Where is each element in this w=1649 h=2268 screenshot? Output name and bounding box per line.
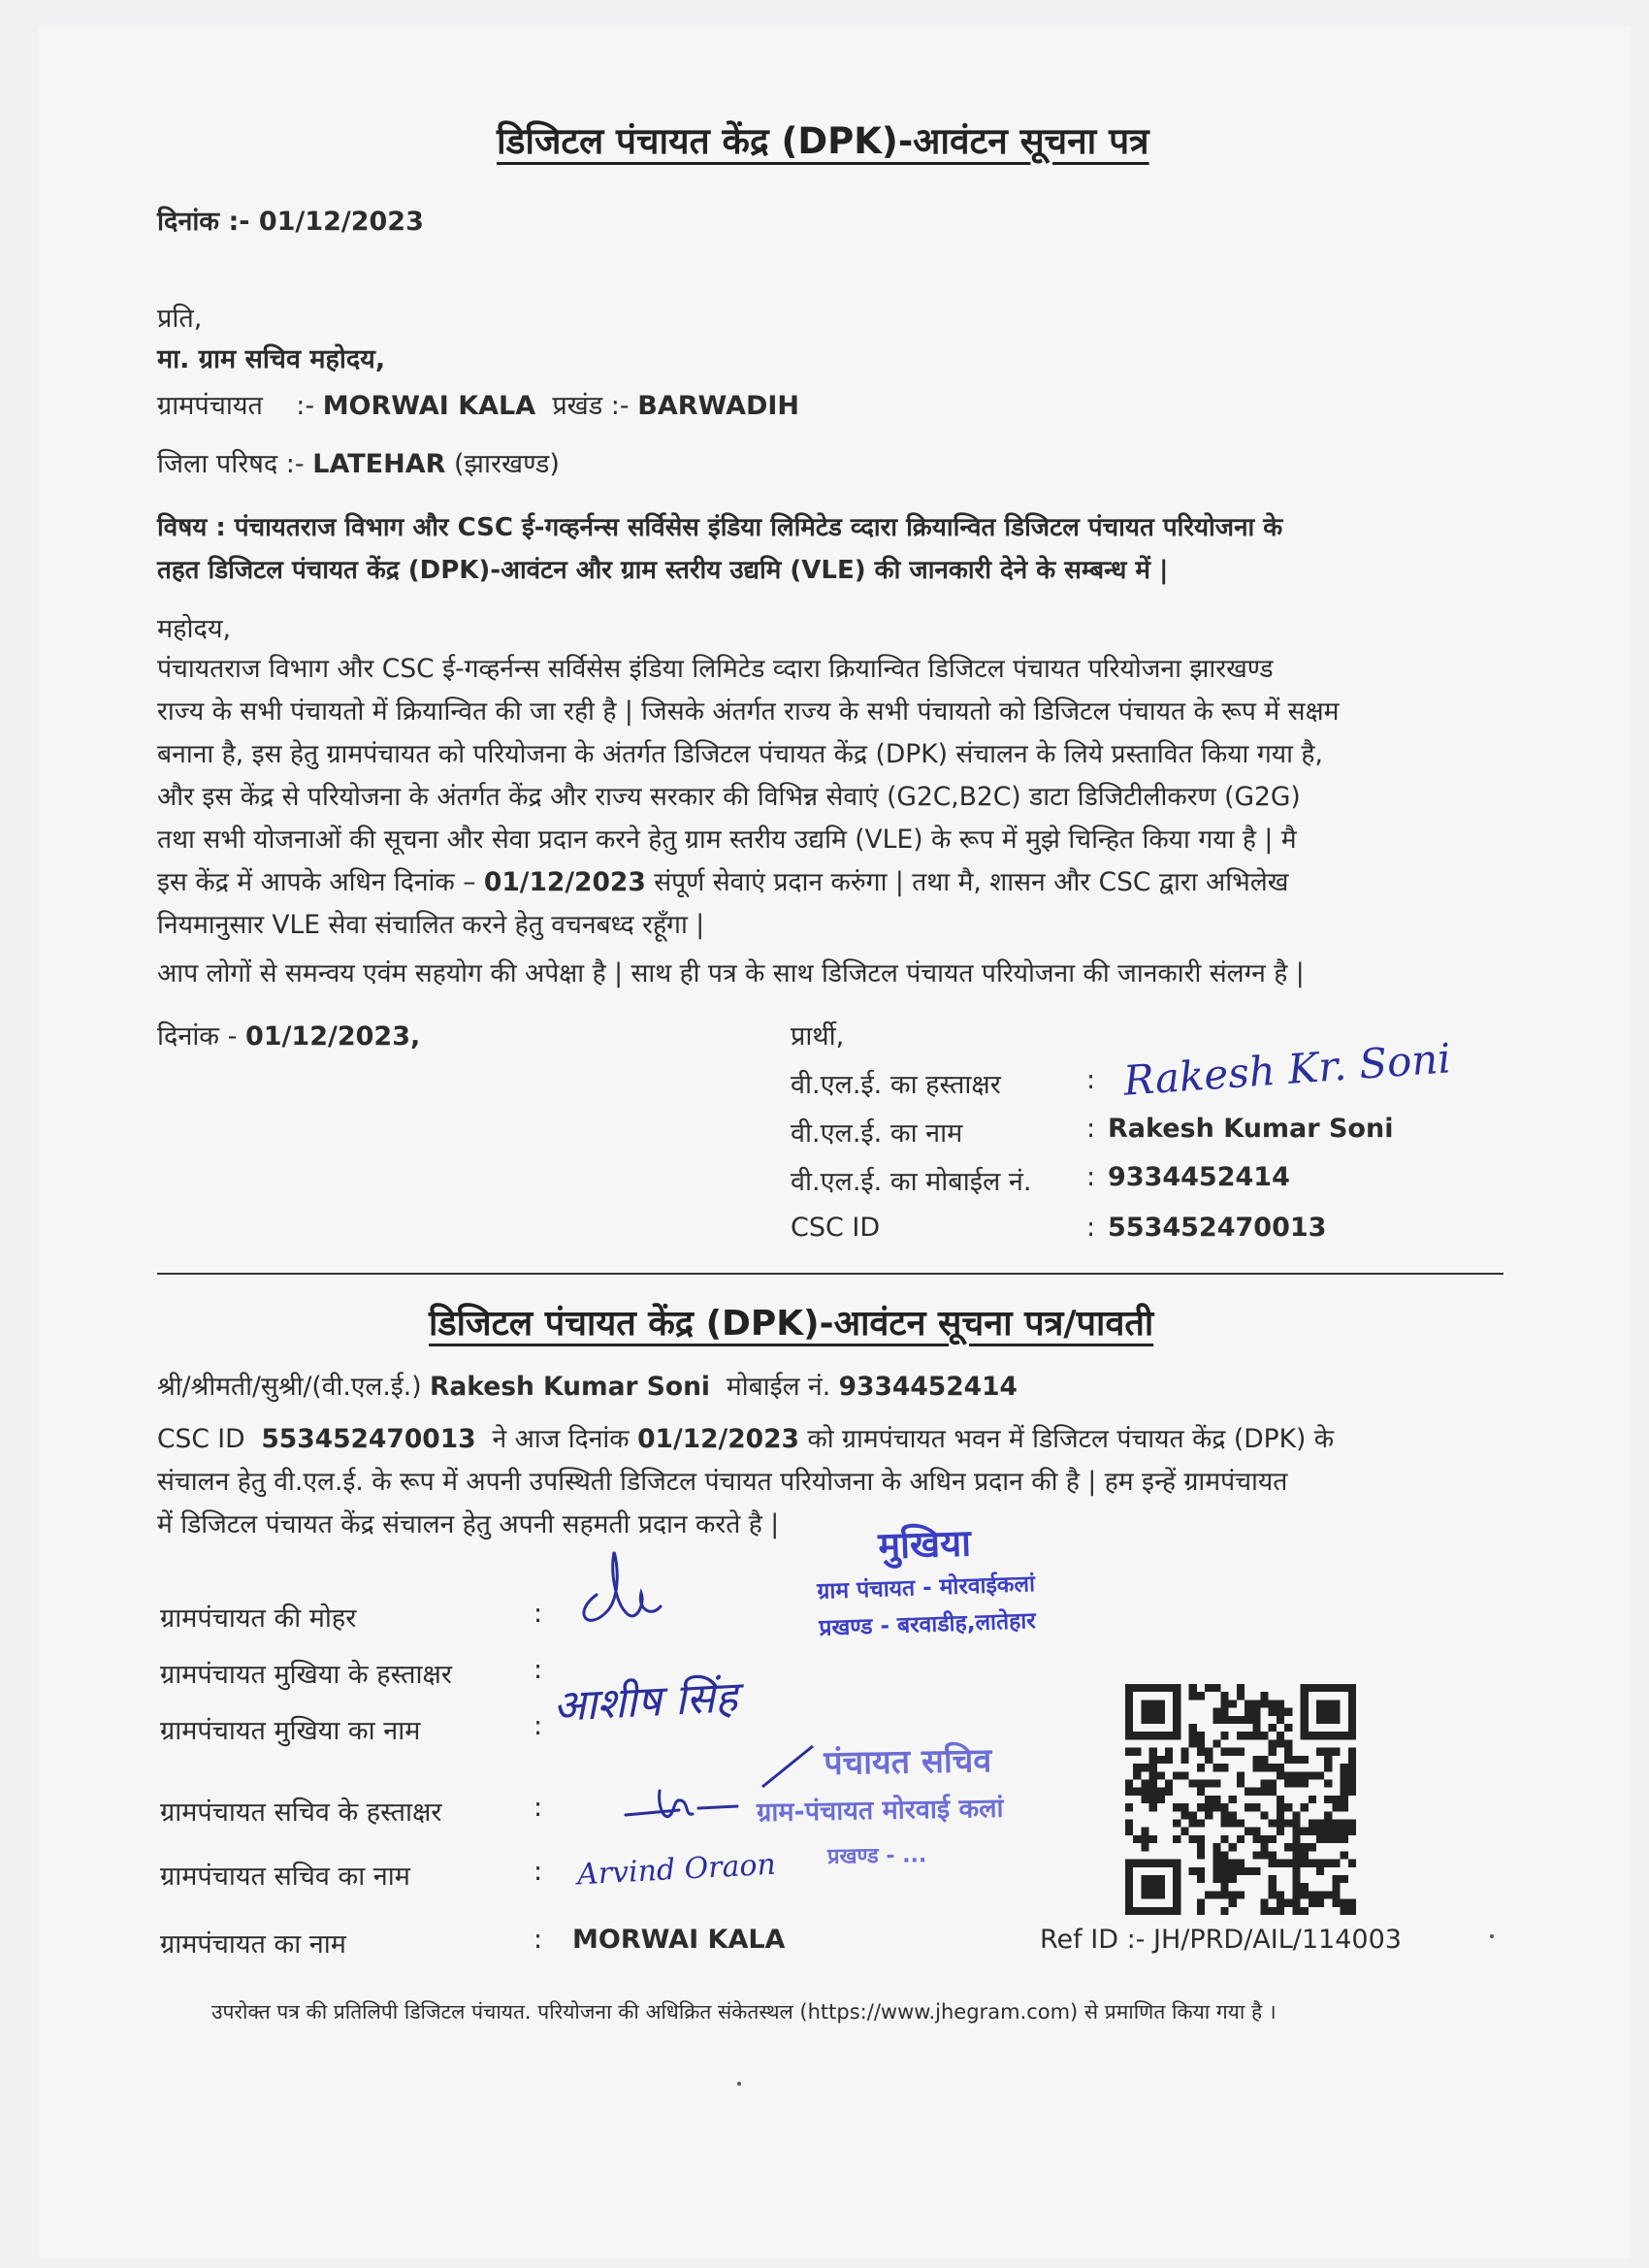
document-title: डिजिटल पंचायत केंद्र (DPK)-आवंटन सूचना पत्र <box>497 120 1149 162</box>
district-label: जिला परिषद :- <box>157 449 305 479</box>
date-value: 01/12/2023 <box>258 207 424 237</box>
receipt-mobile: 9334452414 <box>838 1372 1018 1402</box>
mukhiya-handwritten-name: आशीष सिंह <box>551 1672 739 1732</box>
subject <box>157 506 1535 592</box>
body-line: तथा सभी योजनाओं की सूचना और सेवा प्रदान करने हेतु ग्राम स्तरीय उद्यमि (VLE) के रूप में मुझे चिन्हित किया गया है | मै <box>157 825 1297 855</box>
district-value: LATEHAR <box>312 449 446 479</box>
sign-date-value: 01/12/2023, <box>244 1021 421 1052</box>
receipt-title: डिजिटल पंचायत केंद्र (DPK)-आवंटन सूचना पत्र/पावती <box>429 1304 1154 1344</box>
csc-id-value: 553452470013 <box>1108 1213 1327 1243</box>
ref-id: Ref ID :- JH/PRD/AIL/114003 <box>1040 1925 1402 1955</box>
receipt-date: 01/12/2023 <box>637 1424 799 1454</box>
seal-label: ग्रामपंचायत की मोहर <box>160 1604 357 1634</box>
sachiv-stamp-line: प्रखण्ड - ... <box>826 1843 927 1869</box>
sachiv-stamp-line: ग्राम-पंचायत मोरवाई कलां <box>756 1793 1004 1829</box>
district-state: (झारखण्ड) <box>454 449 560 479</box>
body-paragraph <box>157 648 1535 995</box>
sachiv-signature-icon <box>621 1781 747 1830</box>
body-line: और इस केंद्र से परियोजना के अंतर्गत केंद्र और राज्य सरकार की विभिन्न सेवाएं (G2C,B2C) डाटा डिजिटीलीकरण (G2G) <box>157 782 1301 812</box>
block-label: प्रखंड :- <box>552 391 630 421</box>
colon: : <box>534 1857 543 1887</box>
vle-mobile-value: 9334452414 <box>1108 1162 1290 1192</box>
mukhiya-stamp <box>815 1514 1037 1642</box>
csc-id-label: CSC ID <box>791 1213 881 1243</box>
body-line: आप लोगों से समन्वय एवंम सहयोग की अपेक्षा है | साथ ही पत्र के साथ डिजिटल पंचायत परियोजना की जानकारी संलग्न है | <box>157 958 1305 988</box>
subject-line-2: तहत डिजिटल पंचायत केंद्र (DPK)-आवंटन और ग्राम स्तरीय उद्यमि (VLE) की जानकारी देने के सम्बन्ध में | <box>157 556 1169 585</box>
vle-name-value: Rakesh Kumar Soni <box>1108 1114 1394 1144</box>
recipient-panchayat-line <box>157 386 799 422</box>
colon: : <box>1086 1162 1096 1192</box>
qr-code-icon <box>1125 1684 1356 1915</box>
colon: : <box>534 1925 543 1955</box>
receipt-line <box>157 1366 1535 1409</box>
mukhiya-stamp-title: मुखिया <box>877 1521 972 1568</box>
applicant-label: प्रार्थी, <box>791 1021 845 1052</box>
paper-speck <box>737 2082 741 2086</box>
colon: : <box>534 1655 543 1685</box>
sachiv-handwritten-name: Arvind Oraon <box>576 1847 777 1893</box>
body-line <box>157 861 1535 904</box>
mukhiya-signature-label: ग्रामपंचायत मुखिया के हस्ताक्षर <box>160 1660 452 1690</box>
mukhiya-name-label: ग्रामपंचायत मुखिया का नाम <box>160 1716 421 1746</box>
vle-mobile-label: वी.एल.ई. का मोबाईल नं. <box>791 1167 1032 1197</box>
paper-speck <box>1490 1934 1494 1938</box>
body-line: राज्य के सभी पंचायतो में क्रियान्वित की जा रही है | जिसके अंतर्गत राज्य के सभी पंचायतो को डिजिटल पंचायत के रूप में सक्षम <box>157 697 1340 727</box>
receipt-text: CSC ID <box>157 1424 245 1454</box>
colon: : <box>1086 1114 1096 1144</box>
receipt-text: को ग्रामपंचायत भवन में डिजिटल पंचायत केंद्र (DPK) के <box>807 1424 1335 1454</box>
vle-name-label: वी.एल.ई. का नाम <box>791 1118 963 1149</box>
recipient-prefix: प्रति, <box>157 304 203 334</box>
sachiv-name-label: ग्रामपंचायत सचिव का नाम <box>160 1862 410 1892</box>
panchayat-value: MORWAI KALA <box>322 391 536 421</box>
mukhiya-stamp-line: ग्राम पंचायत - मोरवाईकलां <box>816 1571 1036 1604</box>
colon: : <box>534 1711 543 1741</box>
body-line: नियमानुसार VLE सेवा संचालित करने हेतु वचनबध्द रहूँगा | <box>157 910 705 940</box>
stamp-slash-icon <box>759 1742 817 1791</box>
mukhiya-stamp-line: प्रखण्ड - बरवाडीह,लातेहार <box>818 1608 1037 1641</box>
colon: : <box>1086 1213 1096 1243</box>
section-divider <box>157 1273 1504 1275</box>
recipient-name: मा. ग्राम सचिव महोदय, <box>157 344 386 374</box>
date-label: दिनांक :- <box>157 207 250 237</box>
salutation: महोदय, <box>157 614 232 644</box>
date-line <box>157 202 424 238</box>
sign-date-label: दिनांक - <box>157 1021 238 1052</box>
panchayat-label: ग्रामपंचायत <box>157 391 263 421</box>
subject-line-1: विषय : पंचायतराज विभाग और CSC ई-गव्हर्नन्स सर्विसेस इंडिया लिमिटेड व्दारा क्रियान्वित डिजिटल पंचायत परियोजना के <box>157 513 1283 542</box>
body-line: बनाना है, इस हेतु ग्रामपंचायत को परियोजना के अंतर्गत डिजिटल पंचायत केंद्र (DPK) संचालन के लिये प्रस्तावित किया गया है, <box>157 739 1323 769</box>
panchayat-name-label: ग्रामपंचायत का नाम <box>160 1929 346 1960</box>
sachiv-stamp-title: पंचायत सचिव <box>823 1740 992 1784</box>
vle-signature-label: वी.एल.ई. का हस्ताक्षर <box>791 1070 1001 1100</box>
colon: : <box>534 1599 543 1629</box>
block-value: BARWADIH <box>637 391 800 421</box>
receipt-text: श्री/श्रीमती/सुश्री/(वी.एल.ई.) <box>157 1372 422 1402</box>
receipt-line <box>157 1418 1535 1461</box>
body-line: पंचायतराज विभाग और CSC ई-गव्हर्नन्स सर्विसेस इंडिया लिमिटेड व्दारा क्रियान्वित डिजिटल पंचायत परियोजना झारखण्ड <box>157 654 1274 684</box>
sign-date <box>157 1017 420 1053</box>
sachiv-signature-label: ग्रामपंचायत सचिव के हस्ताक्षर <box>160 1798 442 1828</box>
body-date: 01/12/2023 <box>483 867 646 897</box>
receipt-line: संचालन हेतु वी.एल.ई. के रूप में अपनी उपस्थिती डिजिटल पंचायत परियोजना के अधिन प्रदान की है | हम इन्हें ग्रामपंचायत <box>157 1467 1288 1497</box>
body-text: इस केंद्र में आपके अधिन दिनांक – <box>157 867 476 897</box>
body-text: संपूर्ण सेवाएं प्रदान करुंगा | तथा मै, शासन और CSC द्वारा अभिलेख <box>654 867 1289 897</box>
receipt-csc-id: 553452470013 <box>261 1424 476 1454</box>
receipt-line: में डिजिटल पंचायत केंद्र संचालन हेतु अपनी सहमती प्रदान करते है | <box>157 1509 780 1539</box>
colon: : <box>1086 1065 1096 1095</box>
panchayat-name-value: MORWAI KALA <box>572 1925 786 1955</box>
colon: : <box>534 1793 543 1823</box>
receipt-text: मोबाईल नं. <box>726 1372 831 1402</box>
footer-note: उपरोक्त पत्र की प्रतिलिपी डिजिटल पंचायत. परियोजना की अधिक्रित संकेतस्थल (https://www.jhegram.com) से प्रमाणित किया गया है । <box>211 2000 1277 2024</box>
recipient-district-line <box>157 444 560 480</box>
vle-signature: Rakesh Kr. Soni <box>1121 1034 1453 1105</box>
receipt-vle-name: Rakesh Kumar Soni <box>430 1372 711 1402</box>
receipt-text: ने आज दिनांक <box>492 1424 630 1454</box>
seal-scribble-icon <box>567 1544 674 1634</box>
receipt-paragraph <box>157 1366 1535 1546</box>
panchayat-sep: :- <box>296 391 315 421</box>
